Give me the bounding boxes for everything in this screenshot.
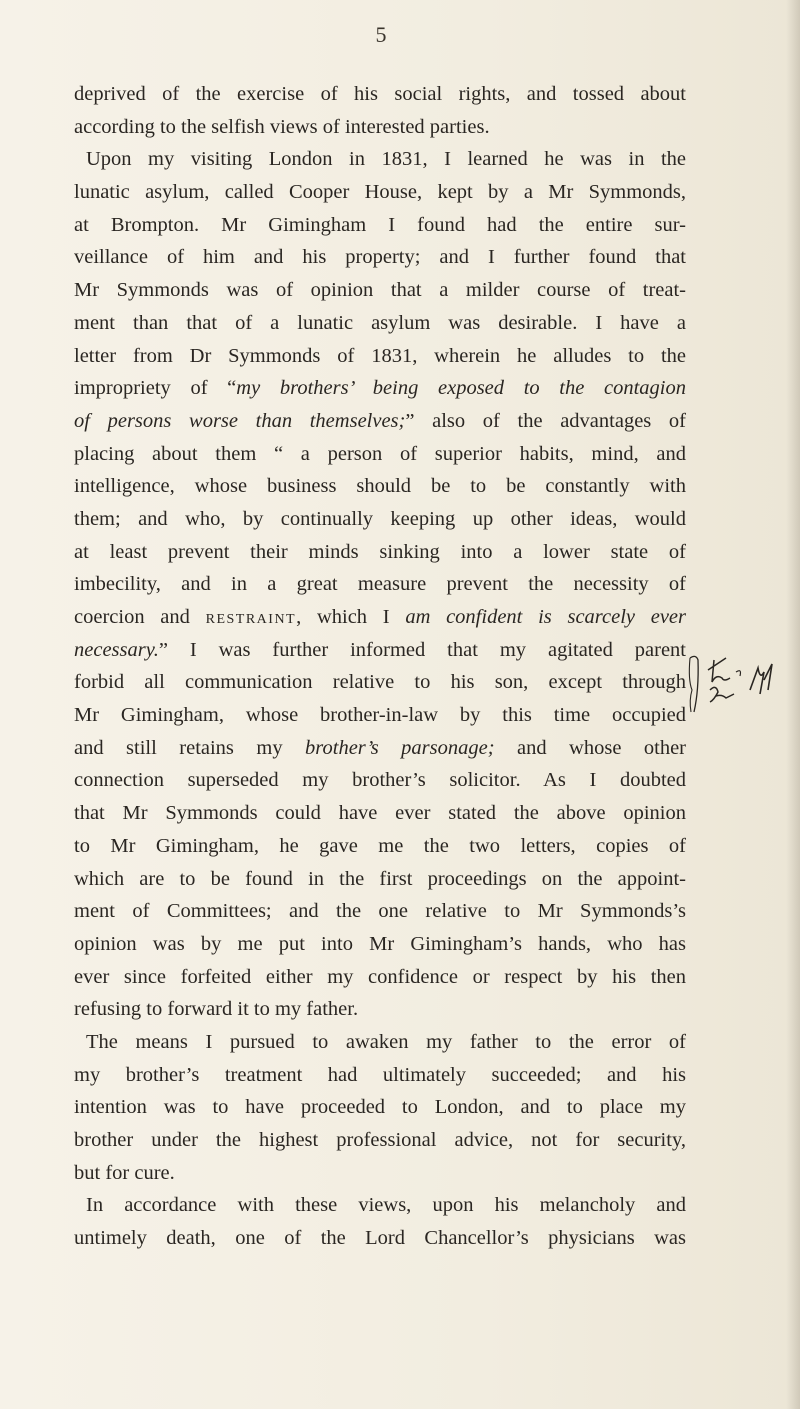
text-run: ” I was further informed that my agitated parent: [158, 638, 686, 661]
text-line: veillance of him and his property; and I further found that: [74, 246, 686, 269]
text-line: In accordance with these views, upon his melancholy and: [86, 1194, 686, 1217]
handwriting-icon: [686, 650, 786, 720]
text-run: , which I: [296, 606, 406, 628]
text-line: Mr Gimingham, whose brother-in-law by this time occupied: [74, 704, 686, 727]
text-line: that Mr Symmonds could have ever stated the above opinion: [74, 802, 686, 825]
text-line: at least prevent their minds sinking into a lower state of: [74, 540, 686, 563]
text-line: opinion was by me put into Mr Gimingham’s hands, who has: [74, 932, 686, 955]
text-run: coercion and: [74, 606, 206, 628]
text-line: placing about them “ a person of superior habits, mind, and: [74, 442, 686, 465]
text-run: impropriety of “: [74, 377, 237, 400]
text-run: ” also of the advantages of: [405, 409, 687, 432]
text-line: [74, 405, 686, 438]
text-line: according to the selfish views of interested parties.: [74, 115, 490, 138]
italic-run: necessary.: [74, 638, 159, 661]
text-line: lunatic asylum, called Cooper House, kept by a Mr Symmonds,: [74, 181, 686, 204]
text-line: Mr Symmonds was of opinion that a milder course of treat-: [74, 279, 686, 302]
text-line: deprived of the exercise of his social rights, and tossed about: [74, 83, 686, 105]
smallcaps-run: restraint: [205, 606, 297, 628]
italic-run: brother’s parsonage;: [305, 736, 495, 759]
italic-run: am confident is scarcely ever: [405, 606, 686, 628]
text-line: imbecility, and in a great measure prevent the necessity of: [74, 573, 686, 596]
text-line: [74, 372, 686, 405]
text-line: intention was to have proceeded to London, and to place my: [74, 1096, 686, 1119]
body-text: [74, 78, 686, 1255]
text-line: The means I pursued to awaken my father to the error of: [86, 1030, 686, 1053]
italic-run: of persons worse than themselves;: [74, 409, 406, 432]
text-line: ment of Committees; and the one relative to Mr Symmonds’s: [74, 900, 686, 923]
page-edge-shadow: [786, 0, 800, 1409]
text-line: refusing to forward it to my father.: [74, 998, 359, 1021]
text-line: Upon my visiting London in 1831, I learned he was in the: [86, 148, 686, 171]
text-line: them; and who, by continually keeping up other ideas, would: [74, 507, 686, 530]
text-line: at Brompton. Mr Gimingham I found had the entire sur-: [74, 213, 686, 236]
text-line: my brother’s treatment had ultimately succeeded; and his: [74, 1063, 686, 1086]
text-line: connection superseded my brother’s solicitor. As I doubted: [74, 769, 686, 792]
text-run: and still retains my: [74, 736, 306, 759]
handwritten-annotation: [686, 650, 786, 720]
text-line: but for cure.: [74, 1161, 175, 1184]
text-line: ever since forfeited either my confidence or respect by his then: [74, 965, 686, 988]
text-line: untimely death, one of the Lord Chancellor’s physicians was: [74, 1227, 686, 1250]
text-line: [74, 634, 686, 667]
italic-run: my brothers’ being exposed to the contagion: [236, 377, 686, 400]
text-run: and whose other: [494, 736, 686, 759]
text-line: ment than that of a lunatic asylum was desirable. I have a: [74, 311, 686, 334]
text-line: [74, 732, 686, 765]
text-line: brother under the highest professional advice, not for security,: [74, 1129, 686, 1151]
text-line: to Mr Gimingham, he gave me the two letters, copies of: [74, 834, 686, 857]
text-line: which are to be found in the first proceedings on the appoint-: [74, 867, 686, 890]
text-line: letter from Dr Symmonds of 1831, wherein he alludes to the: [74, 344, 686, 367]
text-line: forbid all communication relative to his son, except through: [74, 671, 686, 694]
page-number: 5: [375, 22, 387, 47]
text-line: [74, 601, 686, 634]
text-line: intelligence, whose business should be to be constantly with: [74, 475, 686, 498]
